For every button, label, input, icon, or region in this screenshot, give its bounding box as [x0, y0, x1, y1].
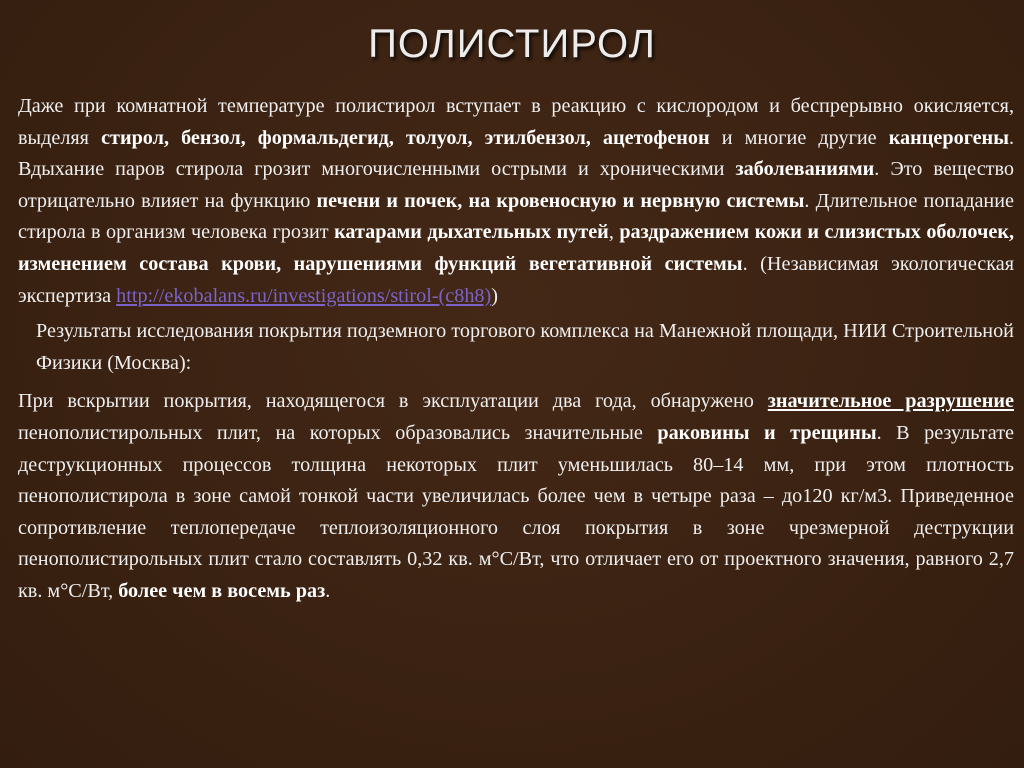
text-run: . Вдыхание паров стирола грозит многочисленными острыми и хроническими [18, 126, 1014, 181]
text-run: . Длительное попадание стирола в организм человека грозит [18, 189, 1014, 244]
slide-title: ПОЛИСТИРОЛ [368, 22, 656, 66]
paragraph-study-intro: Результаты исследования покрытия подземного торгового комплекса на Манежной площади, НИИ Строительной Физики (Москва): [36, 320, 1014, 374]
text-run: . [325, 579, 331, 602]
bold-run-catarrh: катарами дыхательных путей [334, 221, 609, 244]
text-run: Даже при комнатной температуре полистирол вступает в реакцию с кислородом и беспрерывно окисляется, выделяя [18, 95, 1014, 149]
text-run: и многие другие [709, 126, 889, 149]
text-run: пенополистирольных плит, на которых образовались значительные [18, 421, 658, 444]
paragraph-oxidation [18, 91, 1014, 312]
bold-run-organs: печени и почек, на кровеносную и нервную системы [316, 189, 805, 212]
bold-run-cracks: раковины и трещины [657, 421, 877, 444]
bold-run-eight-times: более чем в восемь раз [118, 579, 326, 602]
text-run: , [608, 221, 620, 244]
slide-body [18, 91, 1014, 608]
text-run: ) [491, 284, 498, 307]
text-run: . (Независимая экологическая экспертиза [18, 252, 1014, 307]
source-link[interactable]: http://ekobalans.ru/investigations/stirol-(c8h8) [116, 284, 492, 307]
text-run: . Это вещество отрицательно влияет на функцию [18, 158, 1014, 212]
underlined-run-destruction: значительное разрушение [767, 390, 1014, 413]
text-run: . В результате деструкционных процессов толщина некоторых плит уменьшилась 80–14 мм, при этом плотность пенополистирола в зоне самой тонкой части увеличилась более чем в четыре раза – до120 кг/м3. Приведенное сопротивление теплопередаче теплоизоляционного слоя покрытия в зоне чрезмерной деструкции пенополистирольных плит стало составлять 0,32 кв. м°С/Вт, что отличает его от проектного значения, равного 2,7 кв. м°С/Вт, [18, 421, 1014, 602]
bold-run-chemicals: стирол, бензол, формальдегид, толуол, этилбензол, ацетофенон [101, 126, 710, 149]
text-run: При вскрытии покрытия, находящегося в эксплуатации два года, обнаружено [18, 390, 768, 413]
bold-run-irritation: раздражением кожи и слизистых оболочек, изменением состава крови, нарушениями функций вегетативной системы [18, 221, 1014, 275]
paragraph-findings [18, 386, 1014, 607]
bold-run-carcinogens: канцерогены [888, 126, 1009, 149]
bold-run-diseases: заболеваниями [735, 158, 875, 181]
